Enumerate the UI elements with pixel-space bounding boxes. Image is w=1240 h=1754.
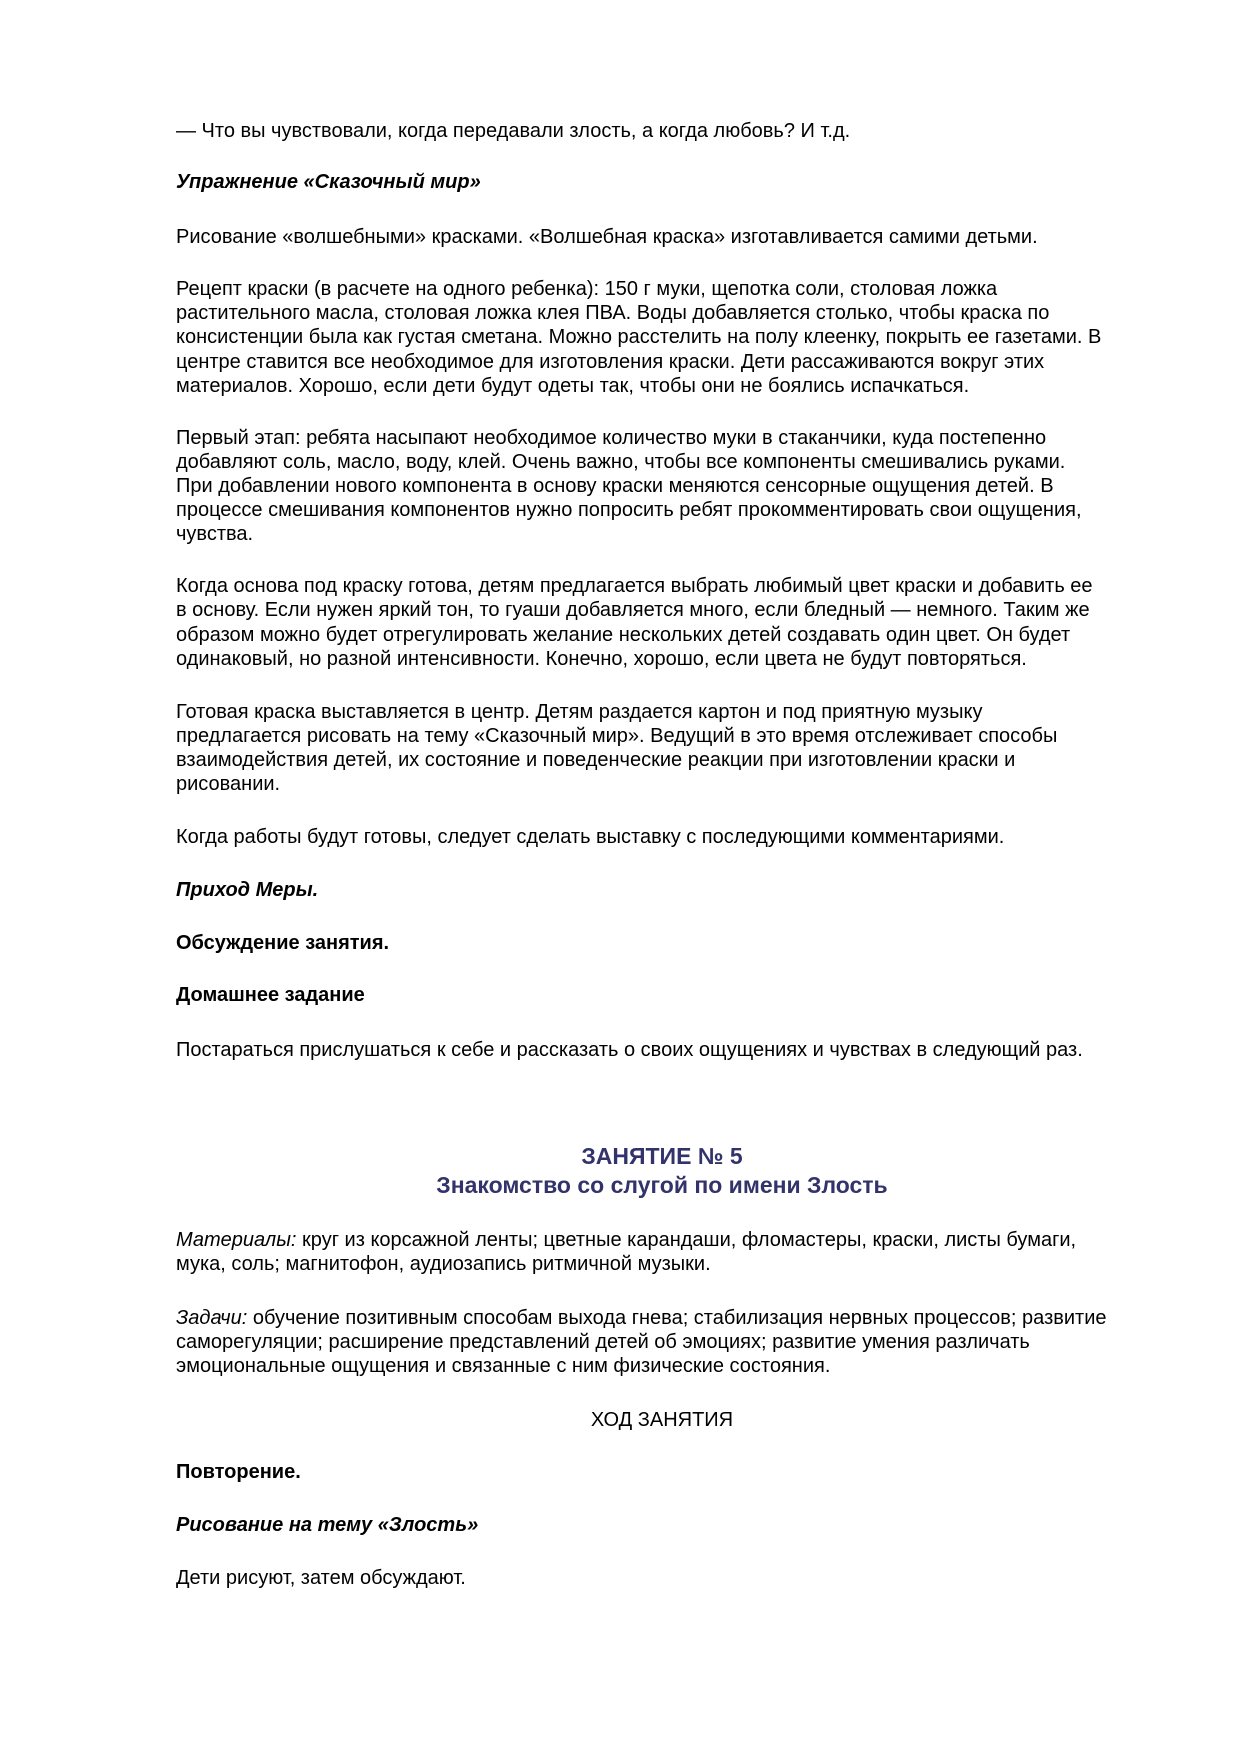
text-line: саморегуляции; расширение представлений детей об эмоциях; развитие умения различать bbox=[176, 1331, 1030, 1353]
text-line: процессе смешивания компонентов нужно попросить ребят прокомментировать свои ощущения, bbox=[176, 499, 1082, 521]
arrival-heading: Приход Меры. bbox=[176, 879, 319, 901]
text-line: предлагается рисовать на тему «Сказочный мир». Ведущий в это время отслеживает способы bbox=[176, 725, 1058, 747]
text-line: Готовая краска выставляется в центр. Детям раздается картон и под приятную музыку bbox=[176, 701, 983, 723]
discussion-heading: Обсуждение занятия. bbox=[176, 932, 390, 954]
text-line: одинаковый, но разной интенсивности. Конечно, хорошо, если цвета не будут повторяться. bbox=[176, 648, 1027, 670]
tasks-label: Задачи: bbox=[176, 1307, 248, 1329]
text-line: растительного масла, столовая ложка клея ПВА. Воды добавляется столько, чтобы краска по bbox=[176, 302, 1050, 324]
drawing-heading: Рисование на тему «Злость» bbox=[176, 1514, 479, 1536]
progress-title: ХОД ЗАНЯТИЯ bbox=[590, 1409, 734, 1431]
text-line: в основу. Если нужен яркий тон, то гуаши добавляется много, если бледный — немного. Таким же bbox=[176, 599, 1090, 621]
repeat-heading: Повторение. bbox=[176, 1461, 301, 1483]
tasks-text: обучение позитивным способам выхода гнева; стабилизация нервных процессов; развитие bbox=[247, 1307, 1107, 1329]
text-line: Рецепт краски (в расчете на одного ребенка): 150 г муки, щепотка соли, столовая ложка bbox=[176, 278, 998, 300]
lesson-number: ЗАНЯТИЕ № 5 bbox=[581, 1143, 743, 1169]
exercise-title: Упражнение «Сказочный мир» bbox=[176, 171, 481, 193]
homework-text: Постараться прислушаться к себе и рассказать о своих ощущениях и чувствах в следующий раз. bbox=[176, 1039, 1083, 1061]
text-line: мука, соль; магнитофон, аудиозапись ритмичной музыки. bbox=[176, 1253, 711, 1275]
intro-question: — Что вы чувствовали, когда передавали злость, а когда любовь? И т.д. bbox=[176, 120, 851, 142]
text-line: образом можно будет отрегулировать желание нескольких детей создавать один цвет. Он будет bbox=[176, 624, 1071, 646]
homework-heading: Домашнее задание bbox=[176, 984, 365, 1006]
para-drawing: Рисование «волшебными» красками. «Волшебная краска» изготавливается самими детьми. bbox=[176, 226, 1038, 248]
text-line: Когда основа под краску готова, детям предлагается выбрать любимый цвет краски и добавить ее bbox=[176, 575, 1093, 597]
text-line: Первый этап: ребята насыпают необходимое количество муки в стаканчики, куда постепенно bbox=[176, 427, 1047, 449]
text-line: центре ставится все необходимое для изготовления краски. Дети рассаживаются вокруг этих bbox=[176, 351, 1045, 373]
materials-label: Материалы: bbox=[176, 1229, 297, 1251]
text-line: материалов. Хорошо, если дети будут одеты так, чтобы они не боялись испачкаться. bbox=[176, 375, 970, 397]
text-line: добавляют соль, масло, воду, клей. Очень важно, чтобы все компоненты смешивались руками. bbox=[176, 451, 1066, 473]
text-line bbox=[176, 1306, 1107, 1330]
para-exhibit: Когда работы будут готовы, следует сделать выставку с последующими комментариями. bbox=[176, 826, 1005, 848]
materials-text: круг из корсажной ленты; цветные карандаши, фломастеры, краски, листы бумаги, bbox=[296, 1229, 1077, 1251]
text-line bbox=[176, 1228, 1076, 1252]
text-line: чувства. bbox=[176, 523, 254, 545]
text-line: эмоциональные ощущения и связанные с ним физические состояния. bbox=[176, 1355, 831, 1377]
text-line: рисовании. bbox=[176, 773, 281, 795]
text-line: взаимодействия детей, их состояние и поведенческие реакции при изготовлении краски и bbox=[176, 749, 1016, 771]
text-line: консистенции была как густая сметана. Можно расстелить на полу клеенку, покрыть ее газетами. В bbox=[176, 326, 1102, 348]
lesson-title: Знакомство со слугой по имени Злость bbox=[436, 1172, 888, 1198]
drawing-text: Дети рисуют, затем обсуждают. bbox=[176, 1567, 466, 1589]
text-line: При добавлении нового компонента в основу краски меняются сенсорные ощущения детей. В bbox=[176, 475, 1054, 497]
